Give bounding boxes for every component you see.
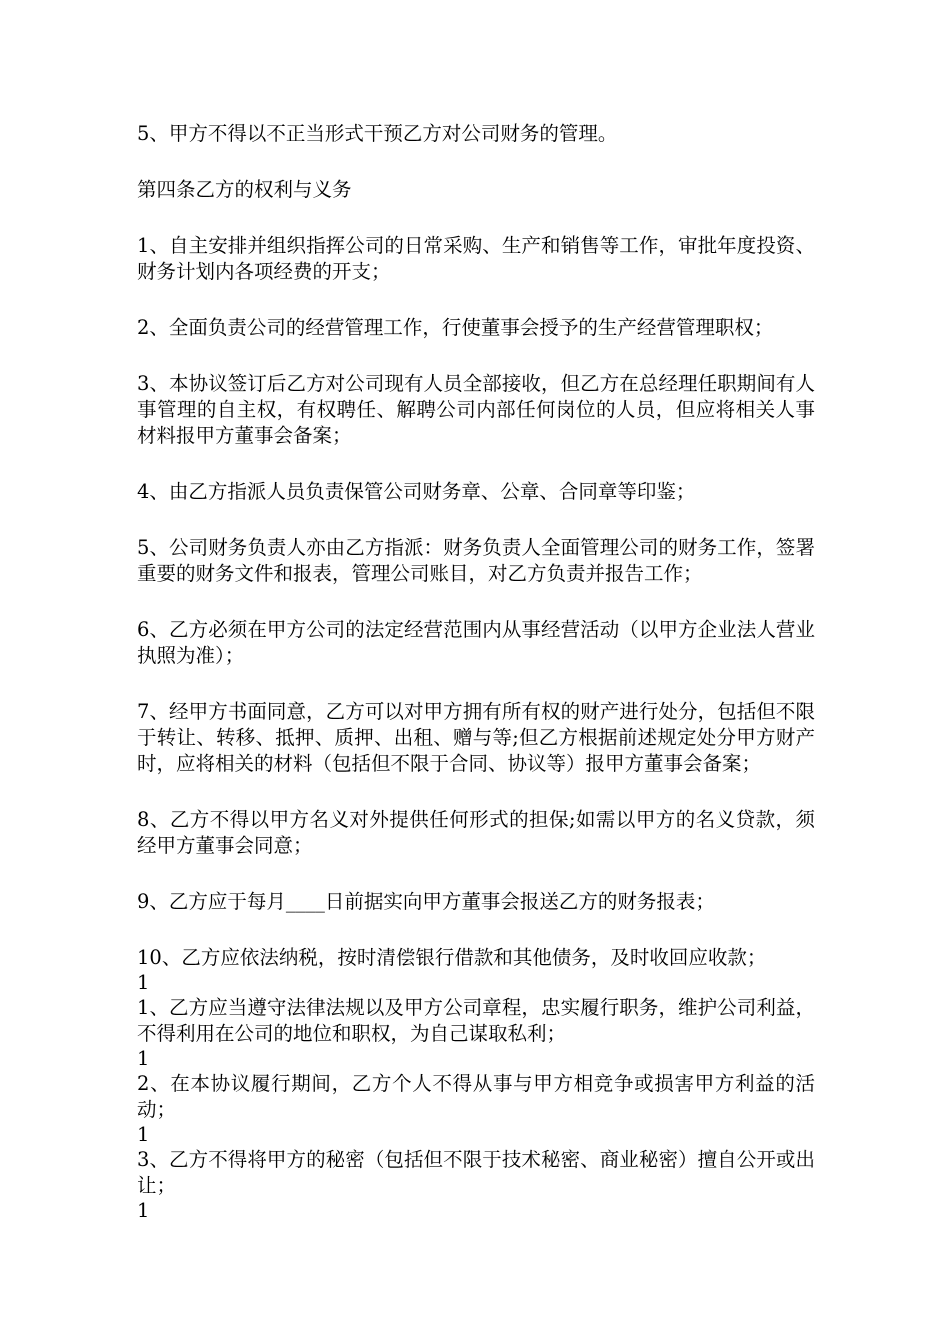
list-item: 1、乙方应当遵守法律法规以及甲方公司章程，忠实履行职务，维护公司利益，不得利用在公司的地位和职权，为自己谋取私利； — [137, 996, 815, 1045]
paragraph: 4、由乙方指派人员负责保管公司财务章、公章、合同章等印鉴； — [137, 480, 696, 503]
paragraph: 5、公司财务负责人亦由乙方指派：财务负责人全面管理公司的财务工作，签署重要的财务文件和报表，管理公司账目，对乙方负责并报告工作； — [137, 536, 815, 585]
paragraph: 6、乙方必须在甲方公司的法定经营范围内从事经营活动（以甲方企业法人营业执照为准）； — [137, 618, 815, 667]
paragraph: 9、乙方应于每月____日前据实向甲方董事会报送乙方的财务报表； — [137, 890, 715, 913]
paragraph: 5、甲方不得以不正当形式干预乙方对公司财务的管理。 — [137, 122, 618, 145]
document-body — [137, 121, 815, 1223]
paragraph: 7、经甲方书面同意，乙方可以对甲方拥有所有权的财产进行处分，包括但不限于转让、转移、抵押、质押、出租、赠与等;但乙方根据前述规定处分甲方财产时，应将相关的材料（包括但不限于合同、协议等）报甲方董事会备案； — [137, 700, 815, 775]
list-item: 2、在本协议履行期间，乙方个人不得从事与甲方相竞争或损害甲方利益的活动； — [137, 1072, 815, 1121]
paragraph: 8、乙方不得以甲方名义对外提供任何形式的担保;如需以甲方的名义贷款，须经甲方董事会同意； — [137, 808, 815, 857]
paragraph: 1、自主安排并组织指挥公司的日常采购、生产和销售等工作，审批年度投资、财务计划内各项经费的开支； — [137, 234, 815, 283]
paragraph: 3、本协议签订后乙方对公司现有人员全部接收，但乙方在总经理任职期间有人事管理的自主权，有权聘任、解聘公司内部任何岗位的人员，但应将相关人事材料报甲方董事会备案； — [137, 372, 815, 447]
list-marker: 1 — [137, 1123, 150, 1146]
list-marker: 1 — [137, 971, 150, 994]
paragraph: 2、全面负责公司的经营管理工作，行使董事会授予的生产经营管理职权； — [137, 316, 774, 339]
section-heading: 第四条乙方的权利与义务 — [137, 178, 352, 201]
list-marker: 1 — [137, 1047, 150, 1070]
list-item: 3、乙方不得将甲方的秘密（包括但不限于技术秘密、商业秘密）擅自公开或出让； — [137, 1148, 815, 1197]
paragraph: 10、乙方应依法纳税，按时清偿银行借款和其他债务，及时收回应收款； — [137, 946, 767, 969]
list-marker: 1 — [137, 1199, 150, 1222]
